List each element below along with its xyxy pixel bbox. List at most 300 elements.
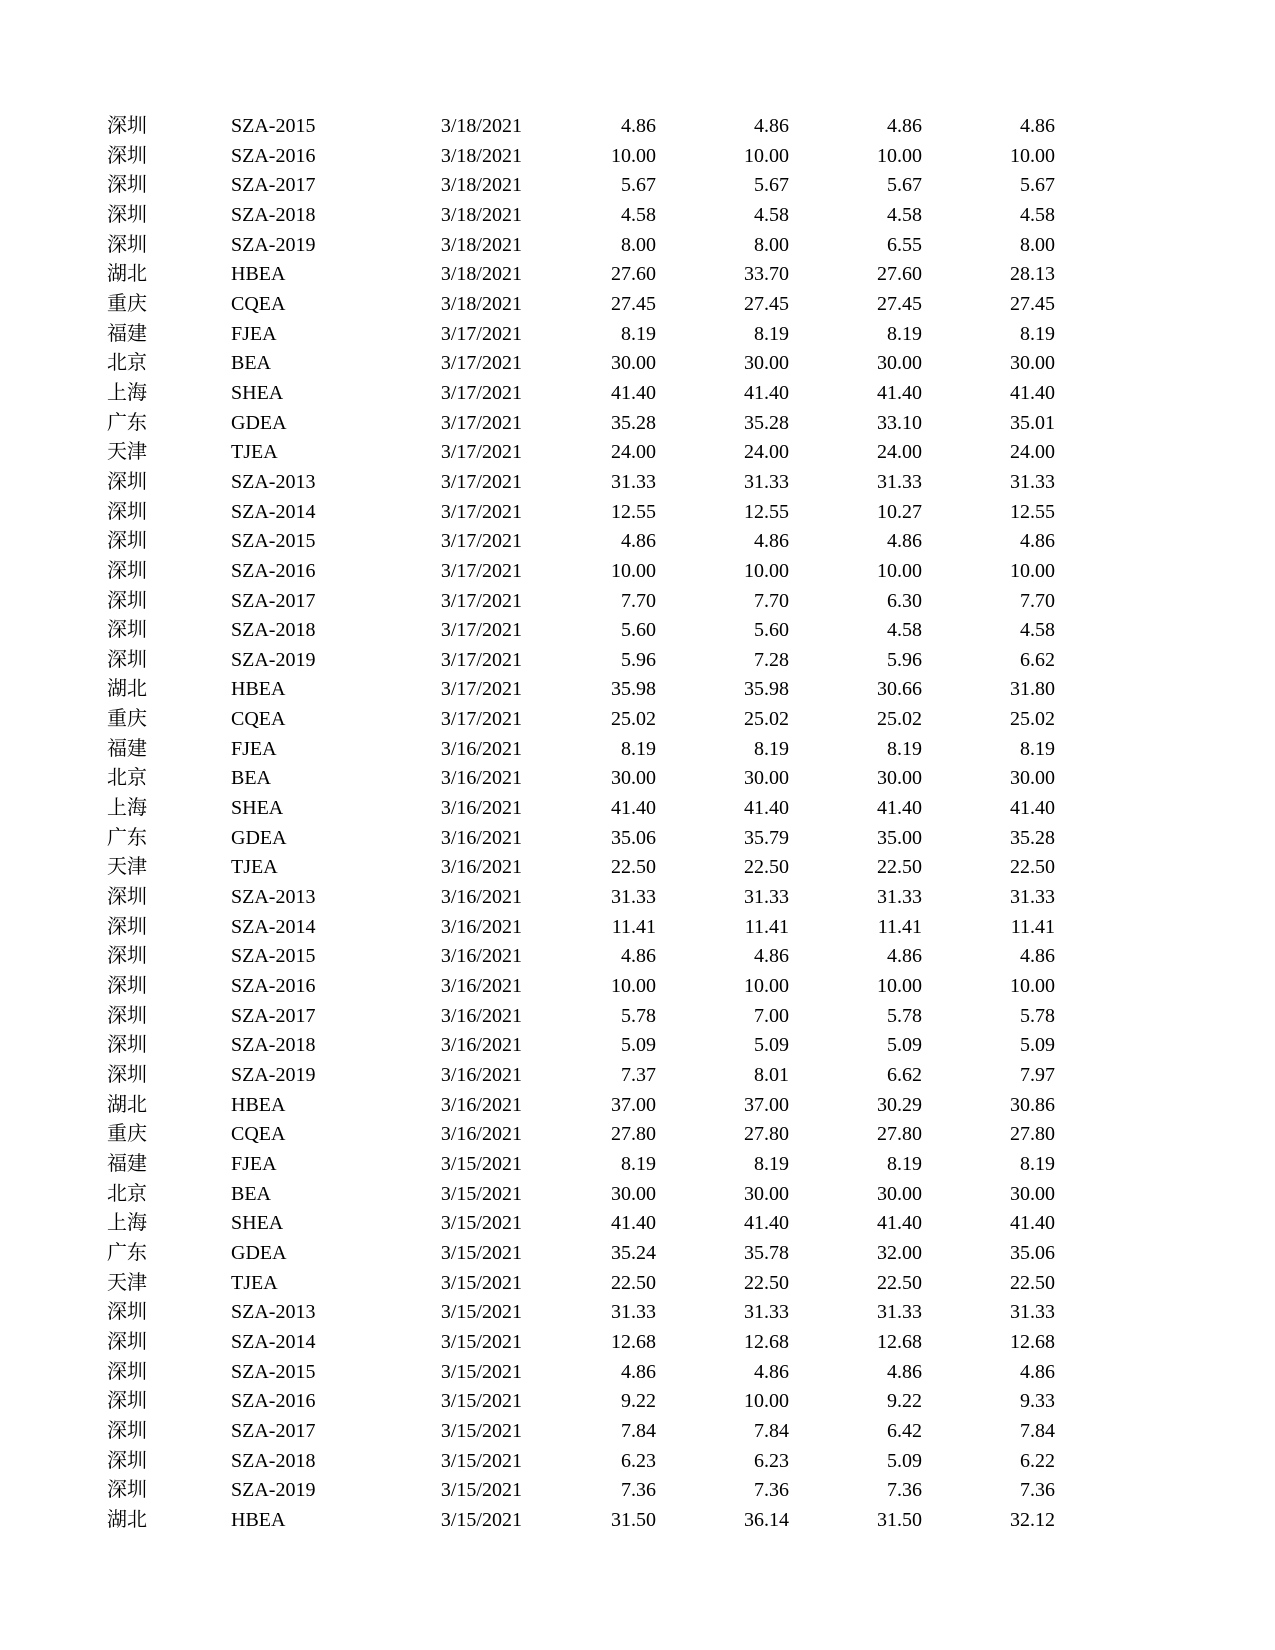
value-cell-2: 11.41 bbox=[744, 915, 789, 938]
code-cell: HBEA bbox=[231, 1508, 286, 1531]
value-cell-3: 30.29 bbox=[877, 1093, 922, 1116]
region-cell: 上海 bbox=[107, 797, 147, 820]
value-cell-2: 8.19 bbox=[754, 1152, 789, 1175]
region-cell: 深圳 bbox=[107, 115, 147, 137]
date-cell: 3/15/2021 bbox=[440, 1419, 522, 1442]
region-cell: 深圳 bbox=[107, 144, 147, 167]
code-cell: HBEA bbox=[231, 263, 286, 286]
value-cell-4: 24.00 bbox=[1010, 441, 1055, 464]
value-cell-2: 8.19 bbox=[754, 322, 789, 345]
date-cell: 3/17/2021 bbox=[440, 708, 522, 731]
value-cell-2: 22.50 bbox=[744, 856, 789, 879]
value-cell-4: 6.62 bbox=[1020, 648, 1055, 671]
region-cell: 北京 bbox=[107, 352, 147, 375]
value-cell-1: 8.19 bbox=[621, 1152, 656, 1175]
value-cell-1: 41.40 bbox=[611, 797, 656, 820]
table-row bbox=[0, 1328, 1275, 1358]
value-cell-2: 27.80 bbox=[744, 1123, 789, 1146]
value-cell-2: 30.00 bbox=[744, 767, 789, 790]
value-cell-4: 35.01 bbox=[1010, 411, 1055, 434]
code-cell: FJEA bbox=[231, 737, 277, 760]
value-cell-4: 8.19 bbox=[1020, 1152, 1055, 1175]
value-cell-2: 7.00 bbox=[754, 1004, 789, 1027]
value-cell-1: 24.00 bbox=[611, 441, 656, 464]
value-cell-1: 8.00 bbox=[621, 233, 656, 256]
value-cell-3: 8.19 bbox=[887, 1152, 922, 1175]
value-cell-1: 4.86 bbox=[621, 115, 656, 137]
code-cell: HBEA bbox=[231, 678, 286, 701]
code-cell: GDEA bbox=[231, 1241, 287, 1264]
table-row bbox=[0, 349, 1275, 379]
value-cell-3: 5.96 bbox=[887, 648, 922, 671]
value-cell-2: 35.78 bbox=[744, 1241, 789, 1264]
region-cell: 福建 bbox=[107, 737, 147, 760]
date-cell: 3/15/2021 bbox=[440, 1271, 522, 1294]
value-cell-1: 5.60 bbox=[621, 619, 656, 642]
value-cell-1: 4.86 bbox=[621, 1360, 656, 1383]
code-cell: SZA-2017 bbox=[231, 1419, 316, 1442]
value-cell-1: 4.86 bbox=[621, 945, 656, 968]
table-row bbox=[0, 171, 1275, 201]
code-cell: SZA-2018 bbox=[231, 619, 316, 642]
value-cell-4: 10.00 bbox=[1010, 975, 1055, 998]
value-cell-4: 4.58 bbox=[1020, 203, 1055, 226]
date-cell: 3/15/2021 bbox=[440, 1479, 522, 1502]
code-cell: FJEA bbox=[231, 322, 277, 345]
table-row bbox=[0, 1150, 1275, 1180]
value-cell-3: 5.67 bbox=[887, 174, 922, 197]
value-cell-3: 11.41 bbox=[877, 915, 922, 938]
region-cell: 深圳 bbox=[107, 470, 147, 493]
date-cell: 3/17/2021 bbox=[440, 559, 522, 582]
value-cell-1: 8.19 bbox=[621, 322, 656, 345]
value-cell-3: 31.33 bbox=[877, 470, 922, 493]
code-cell: CQEA bbox=[231, 708, 286, 731]
table-row bbox=[0, 1387, 1275, 1417]
region-cell: 广东 bbox=[107, 411, 147, 434]
code-cell: SZA-2014 bbox=[231, 1330, 316, 1353]
date-cell: 3/17/2021 bbox=[440, 589, 522, 612]
value-cell-1: 7.84 bbox=[621, 1419, 656, 1442]
date-cell: 3/17/2021 bbox=[440, 678, 522, 701]
date-cell: 3/16/2021 bbox=[440, 945, 522, 968]
date-cell: 3/17/2021 bbox=[440, 500, 522, 523]
code-cell: BEA bbox=[231, 767, 271, 790]
value-cell-1: 22.50 bbox=[611, 856, 656, 879]
region-cell: 深圳 bbox=[107, 1419, 147, 1442]
table-row bbox=[0, 112, 1275, 142]
value-cell-3: 5.09 bbox=[887, 1449, 922, 1472]
value-cell-1: 6.23 bbox=[621, 1449, 656, 1472]
code-cell: SHEA bbox=[231, 381, 284, 404]
code-cell: TJEA bbox=[231, 441, 278, 464]
value-cell-2: 30.00 bbox=[744, 352, 789, 375]
table-row bbox=[0, 438, 1275, 468]
value-cell-3: 32.00 bbox=[877, 1241, 922, 1264]
value-cell-4: 7.70 bbox=[1020, 589, 1055, 612]
region-cell: 深圳 bbox=[107, 1034, 147, 1057]
table-row bbox=[0, 1002, 1275, 1032]
table-row bbox=[0, 675, 1275, 705]
table-row bbox=[0, 1298, 1275, 1328]
value-cell-2: 35.79 bbox=[744, 826, 789, 849]
value-cell-3: 4.86 bbox=[887, 115, 922, 137]
data-table bbox=[0, 112, 1275, 1536]
value-cell-3: 8.19 bbox=[887, 322, 922, 345]
date-cell: 3/15/2021 bbox=[440, 1390, 522, 1413]
code-cell: SZA-2015 bbox=[231, 530, 316, 553]
code-cell: SZA-2016 bbox=[231, 975, 316, 998]
value-cell-3: 24.00 bbox=[877, 441, 922, 464]
value-cell-2: 4.86 bbox=[754, 115, 789, 137]
value-cell-4: 10.00 bbox=[1010, 559, 1055, 582]
region-cell: 深圳 bbox=[107, 1004, 147, 1027]
value-cell-4: 8.19 bbox=[1020, 322, 1055, 345]
value-cell-1: 31.33 bbox=[611, 1301, 656, 1324]
value-cell-2: 8.19 bbox=[754, 737, 789, 760]
value-cell-4: 9.33 bbox=[1020, 1390, 1055, 1413]
value-cell-3: 30.00 bbox=[877, 767, 922, 790]
value-cell-1: 8.19 bbox=[621, 737, 656, 760]
date-cell: 3/17/2021 bbox=[440, 470, 522, 493]
value-cell-3: 31.50 bbox=[877, 1508, 922, 1531]
date-cell: 3/18/2021 bbox=[440, 144, 522, 167]
value-cell-4: 41.40 bbox=[1010, 797, 1055, 820]
table-row bbox=[0, 320, 1275, 350]
code-cell: SZA-2019 bbox=[231, 1064, 316, 1086]
value-cell-2: 10.00 bbox=[744, 1390, 789, 1413]
value-cell-2: 22.50 bbox=[744, 1271, 789, 1294]
value-cell-4: 30.00 bbox=[1010, 767, 1055, 790]
value-cell-1: 5.96 bbox=[621, 648, 656, 671]
value-cell-4: 8.00 bbox=[1020, 233, 1055, 256]
value-cell-1: 7.70 bbox=[621, 589, 656, 612]
table-row bbox=[0, 1120, 1275, 1150]
date-cell: 3/18/2021 bbox=[440, 203, 522, 226]
region-cell: 重庆 bbox=[107, 708, 147, 731]
region-cell: 深圳 bbox=[107, 203, 147, 226]
table-row bbox=[0, 853, 1275, 883]
value-cell-3: 6.55 bbox=[887, 233, 922, 256]
date-cell: 3/15/2021 bbox=[440, 1330, 522, 1353]
value-cell-1: 9.22 bbox=[621, 1390, 656, 1413]
value-cell-1: 41.40 bbox=[611, 1212, 656, 1235]
value-cell-2: 41.40 bbox=[744, 381, 789, 404]
code-cell: SZA-2013 bbox=[231, 1301, 316, 1324]
value-cell-1: 35.24 bbox=[611, 1241, 656, 1264]
code-cell: TJEA bbox=[231, 856, 278, 879]
table-row bbox=[0, 587, 1275, 617]
date-cell: 3/16/2021 bbox=[440, 737, 522, 760]
value-cell-2: 37.00 bbox=[744, 1093, 789, 1116]
table-row bbox=[0, 883, 1275, 913]
table-row bbox=[0, 231, 1275, 261]
region-cell: 上海 bbox=[107, 1212, 147, 1235]
code-cell: SZA-2013 bbox=[231, 470, 316, 493]
value-cell-1: 35.06 bbox=[611, 826, 656, 849]
value-cell-4: 35.28 bbox=[1010, 826, 1055, 849]
code-cell: SZA-2018 bbox=[231, 1034, 316, 1057]
region-cell: 天津 bbox=[107, 1271, 147, 1294]
value-cell-4: 5.09 bbox=[1020, 1034, 1055, 1057]
code-cell: CQEA bbox=[231, 292, 286, 315]
date-cell: 3/15/2021 bbox=[440, 1182, 522, 1205]
date-cell: 3/18/2021 bbox=[440, 115, 522, 137]
value-cell-4: 27.45 bbox=[1010, 292, 1055, 315]
value-cell-3: 10.27 bbox=[877, 500, 922, 523]
date-cell: 3/17/2021 bbox=[440, 530, 522, 553]
table-row bbox=[0, 498, 1275, 528]
date-cell: 3/16/2021 bbox=[440, 856, 522, 879]
code-cell: TJEA bbox=[231, 1271, 278, 1294]
region-cell: 湖北 bbox=[107, 1508, 147, 1531]
code-cell: SZA-2017 bbox=[231, 1004, 316, 1027]
date-cell: 3/15/2021 bbox=[440, 1508, 522, 1531]
date-cell: 3/16/2021 bbox=[440, 915, 522, 938]
value-cell-3: 4.86 bbox=[887, 530, 922, 553]
value-cell-1: 5.09 bbox=[621, 1034, 656, 1057]
value-cell-4: 7.36 bbox=[1020, 1479, 1055, 1502]
region-cell: 广东 bbox=[107, 826, 147, 849]
date-cell: 3/17/2021 bbox=[440, 352, 522, 375]
value-cell-4: 4.86 bbox=[1020, 1360, 1055, 1383]
date-cell: 3/17/2021 bbox=[440, 441, 522, 464]
region-cell: 上海 bbox=[107, 381, 147, 404]
value-cell-4: 35.06 bbox=[1010, 1241, 1055, 1264]
value-cell-1: 7.36 bbox=[621, 1479, 656, 1502]
value-cell-3: 27.80 bbox=[877, 1123, 922, 1146]
region-cell: 湖北 bbox=[107, 678, 147, 701]
value-cell-1: 10.00 bbox=[611, 559, 656, 582]
value-cell-4: 41.40 bbox=[1010, 381, 1055, 404]
value-cell-1: 31.50 bbox=[611, 1508, 656, 1531]
code-cell: SZA-2014 bbox=[231, 915, 316, 938]
value-cell-1: 35.28 bbox=[611, 411, 656, 434]
value-cell-1: 25.02 bbox=[611, 708, 656, 731]
value-cell-3: 8.19 bbox=[887, 737, 922, 760]
code-cell: SHEA bbox=[231, 1212, 284, 1235]
value-cell-3: 27.45 bbox=[877, 292, 922, 315]
table-row bbox=[0, 1031, 1275, 1061]
region-cell: 重庆 bbox=[107, 292, 147, 315]
date-cell: 3/16/2021 bbox=[440, 1034, 522, 1057]
value-cell-3: 22.50 bbox=[877, 1271, 922, 1294]
code-cell: SZA-2014 bbox=[231, 500, 316, 523]
date-cell: 3/17/2021 bbox=[440, 381, 522, 404]
table-row bbox=[0, 290, 1275, 320]
value-cell-4: 8.19 bbox=[1020, 737, 1055, 760]
table-row bbox=[0, 1417, 1275, 1447]
table-row bbox=[0, 1209, 1275, 1239]
value-cell-1: 7.37 bbox=[621, 1064, 656, 1086]
value-cell-2: 4.86 bbox=[754, 945, 789, 968]
value-cell-4: 6.22 bbox=[1020, 1449, 1055, 1472]
value-cell-3: 27.60 bbox=[877, 263, 922, 286]
value-cell-4: 12.55 bbox=[1010, 500, 1055, 523]
code-cell: SZA-2019 bbox=[231, 648, 316, 671]
date-cell: 3/17/2021 bbox=[440, 648, 522, 671]
code-cell: SHEA bbox=[231, 797, 284, 820]
table-row bbox=[0, 972, 1275, 1002]
value-cell-4: 7.97 bbox=[1020, 1064, 1055, 1086]
date-cell: 3/16/2021 bbox=[440, 1123, 522, 1146]
value-cell-3: 31.33 bbox=[877, 886, 922, 909]
value-cell-4: 31.33 bbox=[1010, 470, 1055, 493]
value-cell-4: 31.33 bbox=[1010, 886, 1055, 909]
value-cell-3: 30.00 bbox=[877, 1182, 922, 1205]
code-cell: SZA-2018 bbox=[231, 203, 316, 226]
value-cell-1: 41.40 bbox=[611, 381, 656, 404]
value-cell-2: 35.28 bbox=[744, 411, 789, 434]
region-cell: 深圳 bbox=[107, 1064, 147, 1086]
value-cell-1: 5.78 bbox=[621, 1004, 656, 1027]
value-cell-1: 11.41 bbox=[611, 915, 656, 938]
value-cell-2: 25.02 bbox=[744, 708, 789, 731]
table-row bbox=[0, 1239, 1275, 1269]
table-row bbox=[0, 260, 1275, 290]
region-cell: 深圳 bbox=[107, 619, 147, 642]
region-cell: 湖北 bbox=[107, 263, 147, 286]
value-cell-2: 41.40 bbox=[744, 797, 789, 820]
value-cell-4: 4.86 bbox=[1020, 115, 1055, 137]
table-row bbox=[0, 735, 1275, 765]
date-cell: 3/15/2021 bbox=[440, 1152, 522, 1175]
value-cell-2: 36.14 bbox=[744, 1508, 789, 1531]
value-cell-3: 12.68 bbox=[877, 1330, 922, 1353]
value-cell-3: 30.66 bbox=[877, 678, 922, 701]
value-cell-2: 7.84 bbox=[754, 1419, 789, 1442]
value-cell-2: 4.86 bbox=[754, 1360, 789, 1383]
region-cell: 深圳 bbox=[107, 500, 147, 523]
date-cell: 3/15/2021 bbox=[440, 1449, 522, 1472]
value-cell-2: 31.33 bbox=[744, 886, 789, 909]
value-cell-1: 31.33 bbox=[611, 886, 656, 909]
region-cell: 深圳 bbox=[107, 233, 147, 256]
value-cell-1: 35.98 bbox=[611, 678, 656, 701]
value-cell-2: 33.70 bbox=[744, 263, 789, 286]
code-cell: SZA-2019 bbox=[231, 233, 316, 256]
table-row bbox=[0, 616, 1275, 646]
table-row bbox=[0, 1358, 1275, 1388]
value-cell-2: 10.00 bbox=[744, 559, 789, 582]
value-cell-2: 12.55 bbox=[744, 500, 789, 523]
value-cell-3: 31.33 bbox=[877, 1301, 922, 1324]
value-cell-3: 4.58 bbox=[887, 619, 922, 642]
code-cell: BEA bbox=[231, 1182, 271, 1205]
value-cell-3: 4.86 bbox=[887, 945, 922, 968]
value-cell-1: 31.33 bbox=[611, 470, 656, 493]
date-cell: 3/17/2021 bbox=[440, 411, 522, 434]
table-row bbox=[0, 409, 1275, 439]
date-cell: 3/15/2021 bbox=[440, 1360, 522, 1383]
value-cell-2: 30.00 bbox=[744, 1182, 789, 1205]
date-cell: 3/15/2021 bbox=[440, 1301, 522, 1324]
value-cell-2: 7.70 bbox=[754, 589, 789, 612]
date-cell: 3/16/2021 bbox=[440, 767, 522, 790]
date-cell: 3/17/2021 bbox=[440, 322, 522, 345]
value-cell-3: 4.58 bbox=[887, 203, 922, 226]
code-cell: CQEA bbox=[231, 1123, 286, 1146]
value-cell-2: 10.00 bbox=[744, 975, 789, 998]
code-cell: SZA-2017 bbox=[231, 589, 316, 612]
table-row bbox=[0, 1476, 1275, 1506]
region-cell: 深圳 bbox=[107, 1390, 147, 1413]
value-cell-3: 6.42 bbox=[887, 1419, 922, 1442]
table-row bbox=[0, 379, 1275, 409]
table-row bbox=[0, 824, 1275, 854]
value-cell-3: 30.00 bbox=[877, 352, 922, 375]
code-cell: SZA-2015 bbox=[231, 945, 316, 968]
date-cell: 3/16/2021 bbox=[440, 826, 522, 849]
value-cell-4: 5.67 bbox=[1020, 174, 1055, 197]
value-cell-1: 4.58 bbox=[621, 203, 656, 226]
date-cell: 3/18/2021 bbox=[440, 233, 522, 256]
code-cell: FJEA bbox=[231, 1152, 277, 1175]
code-cell: SZA-2019 bbox=[231, 1479, 316, 1502]
region-cell: 湖北 bbox=[107, 1093, 147, 1116]
code-cell: SZA-2015 bbox=[231, 1360, 316, 1383]
region-cell: 深圳 bbox=[107, 648, 147, 671]
code-cell: SZA-2016 bbox=[231, 559, 316, 582]
date-cell: 3/15/2021 bbox=[440, 1241, 522, 1264]
date-cell: 3/16/2021 bbox=[440, 1064, 522, 1086]
value-cell-3: 4.86 bbox=[887, 1360, 922, 1383]
value-cell-2: 41.40 bbox=[744, 1212, 789, 1235]
value-cell-3: 10.00 bbox=[877, 975, 922, 998]
region-cell: 深圳 bbox=[107, 1449, 147, 1472]
table-row bbox=[0, 1061, 1275, 1091]
value-cell-3: 22.50 bbox=[877, 856, 922, 879]
date-cell: 3/18/2021 bbox=[440, 174, 522, 197]
region-cell: 重庆 bbox=[107, 1123, 147, 1146]
value-cell-2: 8.00 bbox=[754, 233, 789, 256]
value-cell-4: 22.50 bbox=[1010, 1271, 1055, 1294]
value-cell-4: 10.00 bbox=[1010, 144, 1055, 167]
value-cell-1: 10.00 bbox=[611, 144, 656, 167]
value-cell-1: 12.68 bbox=[611, 1330, 656, 1353]
value-cell-3: 6.62 bbox=[887, 1064, 922, 1086]
region-cell: 深圳 bbox=[107, 1360, 147, 1383]
value-cell-3: 10.00 bbox=[877, 559, 922, 582]
value-cell-4: 31.33 bbox=[1010, 1301, 1055, 1324]
table-row bbox=[0, 913, 1275, 943]
value-cell-4: 11.41 bbox=[1010, 915, 1055, 938]
value-cell-2: 27.45 bbox=[744, 292, 789, 315]
region-cell: 深圳 bbox=[107, 589, 147, 612]
table-row bbox=[0, 1447, 1275, 1477]
value-cell-1: 22.50 bbox=[611, 1271, 656, 1294]
date-cell: 3/18/2021 bbox=[440, 263, 522, 286]
date-cell: 3/16/2021 bbox=[440, 797, 522, 820]
region-cell: 深圳 bbox=[107, 1479, 147, 1502]
code-cell: BEA bbox=[231, 352, 271, 375]
value-cell-3: 5.78 bbox=[887, 1004, 922, 1027]
table-row bbox=[0, 1180, 1275, 1210]
code-cell: GDEA bbox=[231, 826, 287, 849]
code-cell: SZA-2013 bbox=[231, 886, 316, 909]
table-row bbox=[0, 142, 1275, 172]
table-row bbox=[0, 646, 1275, 676]
code-cell: SZA-2016 bbox=[231, 1390, 316, 1413]
value-cell-1: 27.60 bbox=[611, 263, 656, 286]
region-cell: 北京 bbox=[107, 1182, 147, 1205]
value-cell-2: 35.98 bbox=[744, 678, 789, 701]
region-cell: 深圳 bbox=[107, 1301, 147, 1324]
table-row bbox=[0, 1506, 1275, 1536]
region-cell: 北京 bbox=[107, 767, 147, 790]
value-cell-4: 4.86 bbox=[1020, 530, 1055, 553]
value-cell-1: 37.00 bbox=[611, 1093, 656, 1116]
